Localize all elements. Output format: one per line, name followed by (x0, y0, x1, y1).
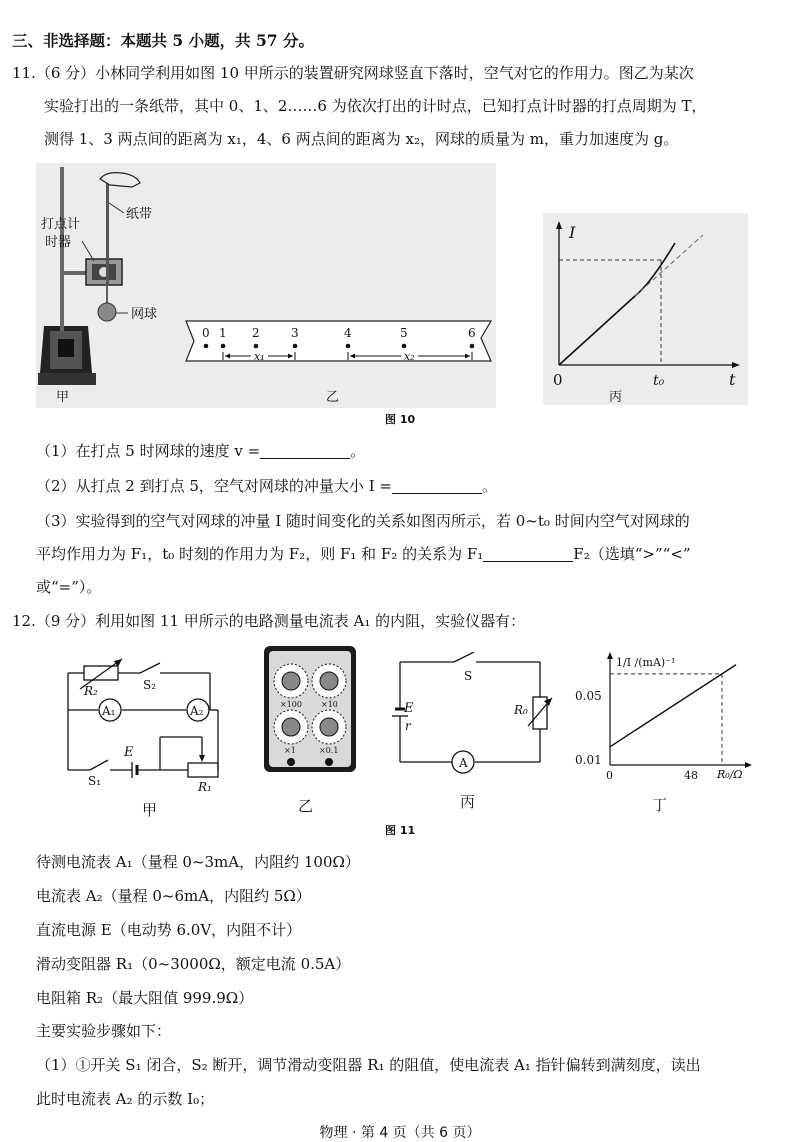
label-ding-11: 丁 (652, 796, 668, 814)
graph-origin: 0 (553, 371, 563, 389)
figure-10-apparatus (36, 163, 496, 408)
label-jia: 甲 (56, 390, 70, 405)
figure-11-caption: 图 11 (385, 824, 416, 837)
tape-label-5: 5 (400, 326, 408, 340)
label-x2: x₂ (404, 350, 415, 363)
instrument-e: 直流电源 E（电动势 6.0V，内阻不计） (36, 921, 302, 939)
tape-label-2: 2 (252, 326, 260, 340)
jia-r2: R₂ (84, 684, 98, 698)
instrument-a1: 待测电流表 A₁（量程 0~3mA，内阻约 100Ω） (36, 853, 360, 871)
label-jia-11: 甲 (142, 801, 158, 819)
tape-label-3: 3 (291, 326, 299, 340)
section-title: 三、非选择题：本题共 5 小题，共 57 分。 (12, 31, 314, 50)
q11-sub2-text: （2）从打点 2 到打点 5，空气对网球的冲量大小 I = (36, 477, 392, 495)
box-x1: ×1 (284, 746, 296, 755)
steps-title: 主要实验步骤如下： (36, 1022, 172, 1040)
q11-sub3-line-2b: F₂（选填“>”“<” (573, 545, 691, 563)
label-timer-1: 打点计 (41, 217, 81, 232)
figure-10-graph-bing (543, 213, 748, 405)
graph-axis-i: I (569, 223, 576, 242)
q11-stem-line-2: 实验打出的一条纸带，其中 0、1、2……6 为依次打出的计时点，已知打点计时器的打点周期为 T， (44, 97, 707, 115)
bing-a: A (459, 756, 468, 770)
q11-sub3-line-1: （3）实验得到的空气对网球的冲量 I 随时间变化的关系如图丙所示，若 0~t₀ 时间内空气对网球的 (36, 512, 690, 530)
jia-r1: R₁ (198, 780, 212, 794)
label-yi: 乙 (326, 390, 340, 405)
q11-stem-line-3: 测得 1、3 两点间的距离为 x₁，4、6 两点间的距离为 x₂，网球的质量为 m，重力加速度为 g。 (44, 130, 679, 148)
bing-s: S (464, 669, 473, 683)
tape-label-4: 4 (344, 326, 352, 340)
box-x01: ×0.1 (319, 746, 339, 755)
step1-line-2: 此时电流表 A₂ 的示数 I₀； (36, 1090, 215, 1108)
answer-blank-2[interactable] (392, 478, 482, 494)
label-tape: 纸带 (126, 207, 153, 222)
answer-blank-1[interactable] (260, 443, 350, 459)
graph-t0: t₀ (653, 373, 665, 389)
tape-label-6: 6 (468, 326, 476, 340)
instrument-r2: 电阻箱 R₂（最大阻值 999.9Ω） (36, 989, 254, 1007)
q11-sub2-end: 。 (481, 477, 497, 495)
figure-10-caption: 图 10 (385, 413, 416, 426)
graph-axis-t: t (729, 370, 736, 389)
q11-sub3-line-3: 或“=”）。 (36, 578, 102, 596)
label-bing-11: 丙 (460, 793, 476, 811)
ding-ylabel: 1/I /(mA)⁻¹ (616, 656, 676, 669)
q11-sub1 (36, 440, 365, 462)
bing-r0: R₀ (514, 703, 528, 717)
label-yi-11: 乙 (298, 797, 314, 815)
jia-a2: A₂ (190, 704, 204, 718)
tape-label-1: 1 (219, 326, 227, 340)
q11-sub3-line-2 (36, 543, 691, 565)
jia-e: E (124, 745, 134, 760)
label-ball: 网球 (131, 307, 158, 322)
label-x1: x₁ (254, 350, 265, 363)
bing-e: E (404, 701, 414, 716)
ding-series-line (610, 665, 736, 747)
q11-sub2 (36, 475, 497, 497)
ding-tick-x: 48 (684, 769, 698, 782)
label-bing: 丙 (609, 390, 623, 405)
ding-origin: 0 (606, 769, 613, 782)
figure-11-circuit-jia (60, 645, 230, 820)
tape-label-0: 0 (202, 326, 210, 340)
instrument-r1: 滑动变阻器 R₁（0~3000Ω，额定电流 0.5A） (36, 955, 351, 973)
q12-stem: 12.（9 分）利用如图 11 甲所示的电路测量电流表 A₁ 的内阻，实验仪器有： (12, 612, 526, 630)
step1-line-1: （1）①开关 S₁ 闭合，S₂ 断开，调节滑动变阻器 R₁ 的阻值，使电流表 A₁ 指针偏转到满刻度，读出 (36, 1056, 701, 1074)
figure-11-circuit-bing (392, 652, 557, 817)
q11-sub3-line-2a: 平均作用力为 F₁，t₀ 时刻的作用力为 F₂，则 F₁ 和 F₂ 的关系为 F₁ (36, 545, 484, 563)
ding-tick-y-bottom: 0.01 (575, 753, 602, 767)
answer-blank-3[interactable] (483, 546, 573, 562)
ding-xlabel: R₀/Ω (717, 768, 743, 781)
jia-s1: S₁ (88, 774, 102, 788)
figure-11-graph-ding (572, 646, 762, 816)
page-footer: 物理 · 第 4 页（共 6 页） (319, 1125, 481, 1141)
label-timer-2: 时器 (45, 235, 72, 250)
jia-s2: S₂ (143, 678, 157, 692)
bing-r: r (405, 719, 411, 733)
q11-stem-line-1: 11.（6 分）小林同学利用如图 10 甲所示的装置研究网球竖直下落时，空气对它的作用力。图乙为某次 (12, 64, 694, 82)
box-x10: ×10 (321, 700, 338, 709)
jia-a1: A₁ (102, 704, 116, 718)
box-x100: ×100 (280, 700, 302, 709)
figure-11-resistance-box (262, 644, 358, 774)
ding-tick-y-top: 0.05 (575, 689, 602, 703)
q11-sub1-end: 。 (350, 442, 366, 460)
instrument-a2: 电流表 A₂（量程 0~6mA，内阻约 5Ω） (36, 887, 311, 905)
q11-sub1-text: （1）在打点 5 时网球的速度 v = (36, 442, 261, 460)
